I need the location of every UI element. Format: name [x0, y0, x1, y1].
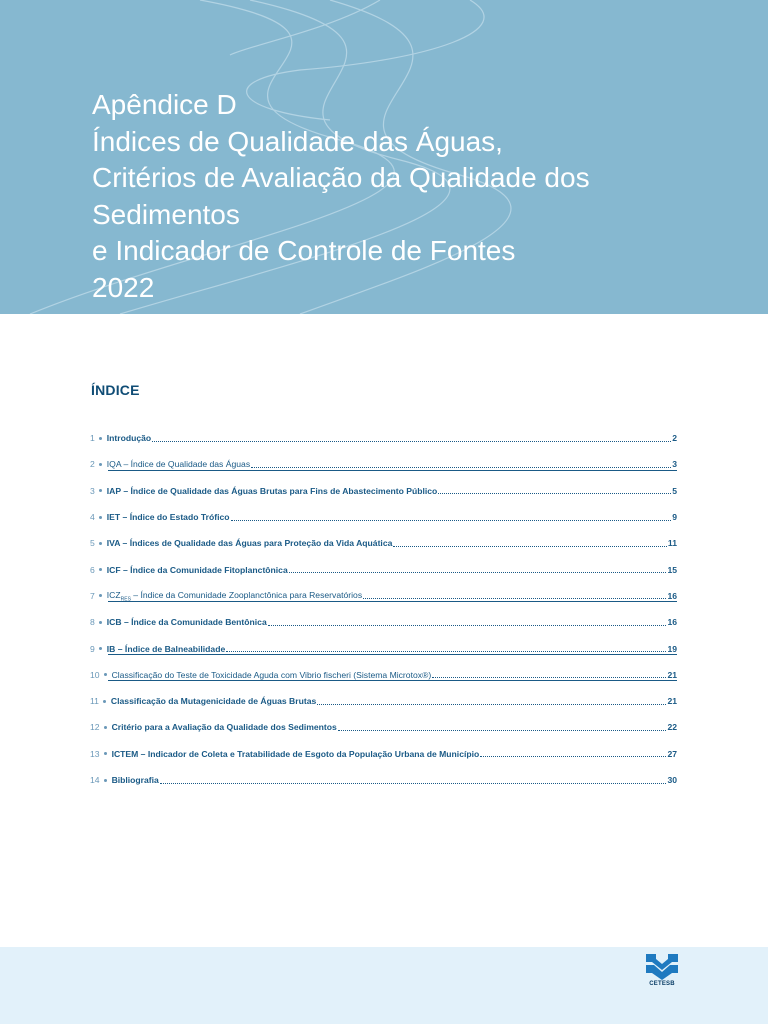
toc-label: IB – Índice de Balneabilidade — [106, 643, 226, 654]
dot-leader — [317, 698, 666, 705]
toc-page: 15 — [667, 564, 677, 575]
bullet-icon — [99, 568, 102, 571]
toc-item-iva[interactable] — [90, 530, 677, 556]
dot-leader — [268, 619, 667, 626]
title-line: Apêndice D — [92, 89, 237, 120]
toc-page: 21 — [667, 669, 677, 680]
toc-page: 19 — [667, 643, 677, 654]
title-line: e Indicador de Controle de Fontes — [92, 235, 516, 266]
toc-label-rest: – Índice da Comunidade Zooplanctônica para Reservatórios — [130, 589, 363, 600]
toc-page: 11 — [667, 538, 677, 549]
bullet-icon — [99, 542, 102, 545]
toc-number: 4 — [90, 512, 95, 523]
toc-label: IET – Índice do Estado Trófico — [106, 512, 230, 523]
toc-item-ictem[interactable] — [90, 741, 677, 767]
dot-leader — [338, 724, 667, 731]
cetesb-logo-text: CETESB — [649, 981, 675, 987]
toc-number: 2 — [90, 459, 95, 470]
bullet-icon — [99, 437, 102, 440]
toc-item-icf[interactable] — [90, 556, 677, 582]
toc-page: 21 — [667, 696, 677, 707]
toc-number: 9 — [90, 643, 95, 654]
toc-item-ib[interactable] — [90, 635, 677, 661]
dot-leader — [231, 514, 672, 521]
toc-number: 10 — [90, 669, 100, 680]
dot-leader — [363, 592, 666, 599]
toc-number: 14 — [90, 775, 100, 785]
dot-leader — [289, 566, 667, 573]
toc-item-iczres[interactable] — [90, 583, 677, 609]
toc-number: 8 — [90, 617, 95, 628]
toc-number: 11 — [90, 696, 99, 707]
toc-number: 1 — [90, 433, 95, 444]
toc-label: Classificação do Teste de Toxicidade Aguda com Vibrio fischeri (Sistema Microtox®) — [111, 669, 432, 680]
toc-page: 27 — [667, 748, 677, 759]
title-line: Sedimentos — [92, 198, 240, 230]
toc-number: 3 — [90, 485, 95, 496]
header-banner — [0, 0, 768, 314]
dot-leader — [393, 540, 667, 547]
toc-item-iap[interactable] — [90, 478, 677, 504]
bullet-icon — [104, 726, 107, 729]
cetesb-logo-icon — [646, 954, 678, 980]
toc-item-iqa[interactable] — [90, 451, 677, 477]
dot-leader — [160, 777, 667, 784]
toc-page: 30 — [667, 775, 677, 785]
toc-label: IAP – Índice de Qualidade das Águas Brutas para Fins de Abastecimento Público — [106, 485, 438, 496]
bullet-icon — [99, 516, 102, 519]
toc-page: 3 — [672, 459, 677, 470]
toc-item-sedimentos[interactable] — [90, 714, 677, 740]
toc-label: Introdução — [106, 433, 152, 444]
bullet-icon — [99, 621, 102, 624]
dot-leader — [438, 487, 671, 494]
toc-page: 22 — [667, 722, 677, 733]
toc-page: 16 — [667, 590, 677, 601]
bullet-icon — [104, 779, 107, 782]
toc-item-mutagenicidade[interactable] — [90, 688, 677, 714]
bullet-icon — [104, 673, 107, 676]
toc-label-subscript: RES — [120, 596, 131, 603]
dot-leader — [226, 645, 666, 652]
dot-leader — [432, 671, 666, 678]
toc-number: 5 — [90, 538, 95, 549]
title-line: Índices de Qualidade das Águas, — [92, 125, 503, 157]
title-line: 2022 — [92, 271, 155, 303]
toc-item-microtox[interactable] — [90, 662, 677, 688]
dot-leader — [251, 461, 671, 468]
toc-label: ICTEM – Indicador de Coleta e Tratabilidade de Esgoto da População Urbana de Município — [111, 748, 480, 759]
toc-number: 6 — [90, 564, 95, 575]
toc-label: ICF – Índice da Comunidade Fitoplanctônica — [106, 564, 288, 575]
table-of-contents — [90, 425, 677, 793]
bullet-icon — [103, 700, 106, 703]
toc-label: IQA – Índice de Qualidade das Águas — [106, 459, 251, 470]
bullet-icon — [99, 647, 102, 650]
toc-item-bibliografia[interactable] — [90, 767, 677, 793]
toc-page: 9 — [672, 512, 677, 523]
toc-label-main: ICZ — [106, 589, 121, 600]
toc-label: ICB – Índice da Comunidade Bentônica — [106, 617, 267, 628]
toc-page: 16 — [667, 617, 677, 628]
toc-label — [107, 590, 362, 603]
bullet-icon — [99, 463, 102, 466]
toc-label: IVA – Índices de Qualidade das Águas para Proteção da Vida Aquática — [106, 538, 393, 549]
toc-label: Classificação da Mutagenicidade de Águas Brutas — [110, 696, 317, 707]
toc-item-introducao[interactable] — [90, 425, 677, 451]
toc-label: Critério para a Avaliação da Qualidade dos Sedimentos — [111, 722, 337, 733]
toc-number: 13 — [90, 748, 100, 759]
toc-heading: ÍNDICE — [91, 382, 140, 398]
bullet-icon — [99, 489, 102, 492]
dot-leader — [152, 435, 671, 442]
toc-number: 7 — [90, 590, 95, 601]
bullet-icon — [99, 594, 102, 597]
title-line: Critérios de Avaliação da Qualidade dos — [92, 162, 590, 193]
toc-page: 5 — [672, 485, 677, 496]
page-title — [92, 87, 752, 306]
toc-item-icb[interactable] — [90, 609, 677, 635]
toc-page: 2 — [672, 433, 677, 444]
bullet-icon — [104, 752, 107, 755]
toc-number: 12 — [90, 722, 100, 733]
toc-item-iet[interactable] — [90, 504, 677, 530]
dot-leader — [480, 750, 666, 757]
toc-label: Bibliografia — [111, 775, 159, 785]
